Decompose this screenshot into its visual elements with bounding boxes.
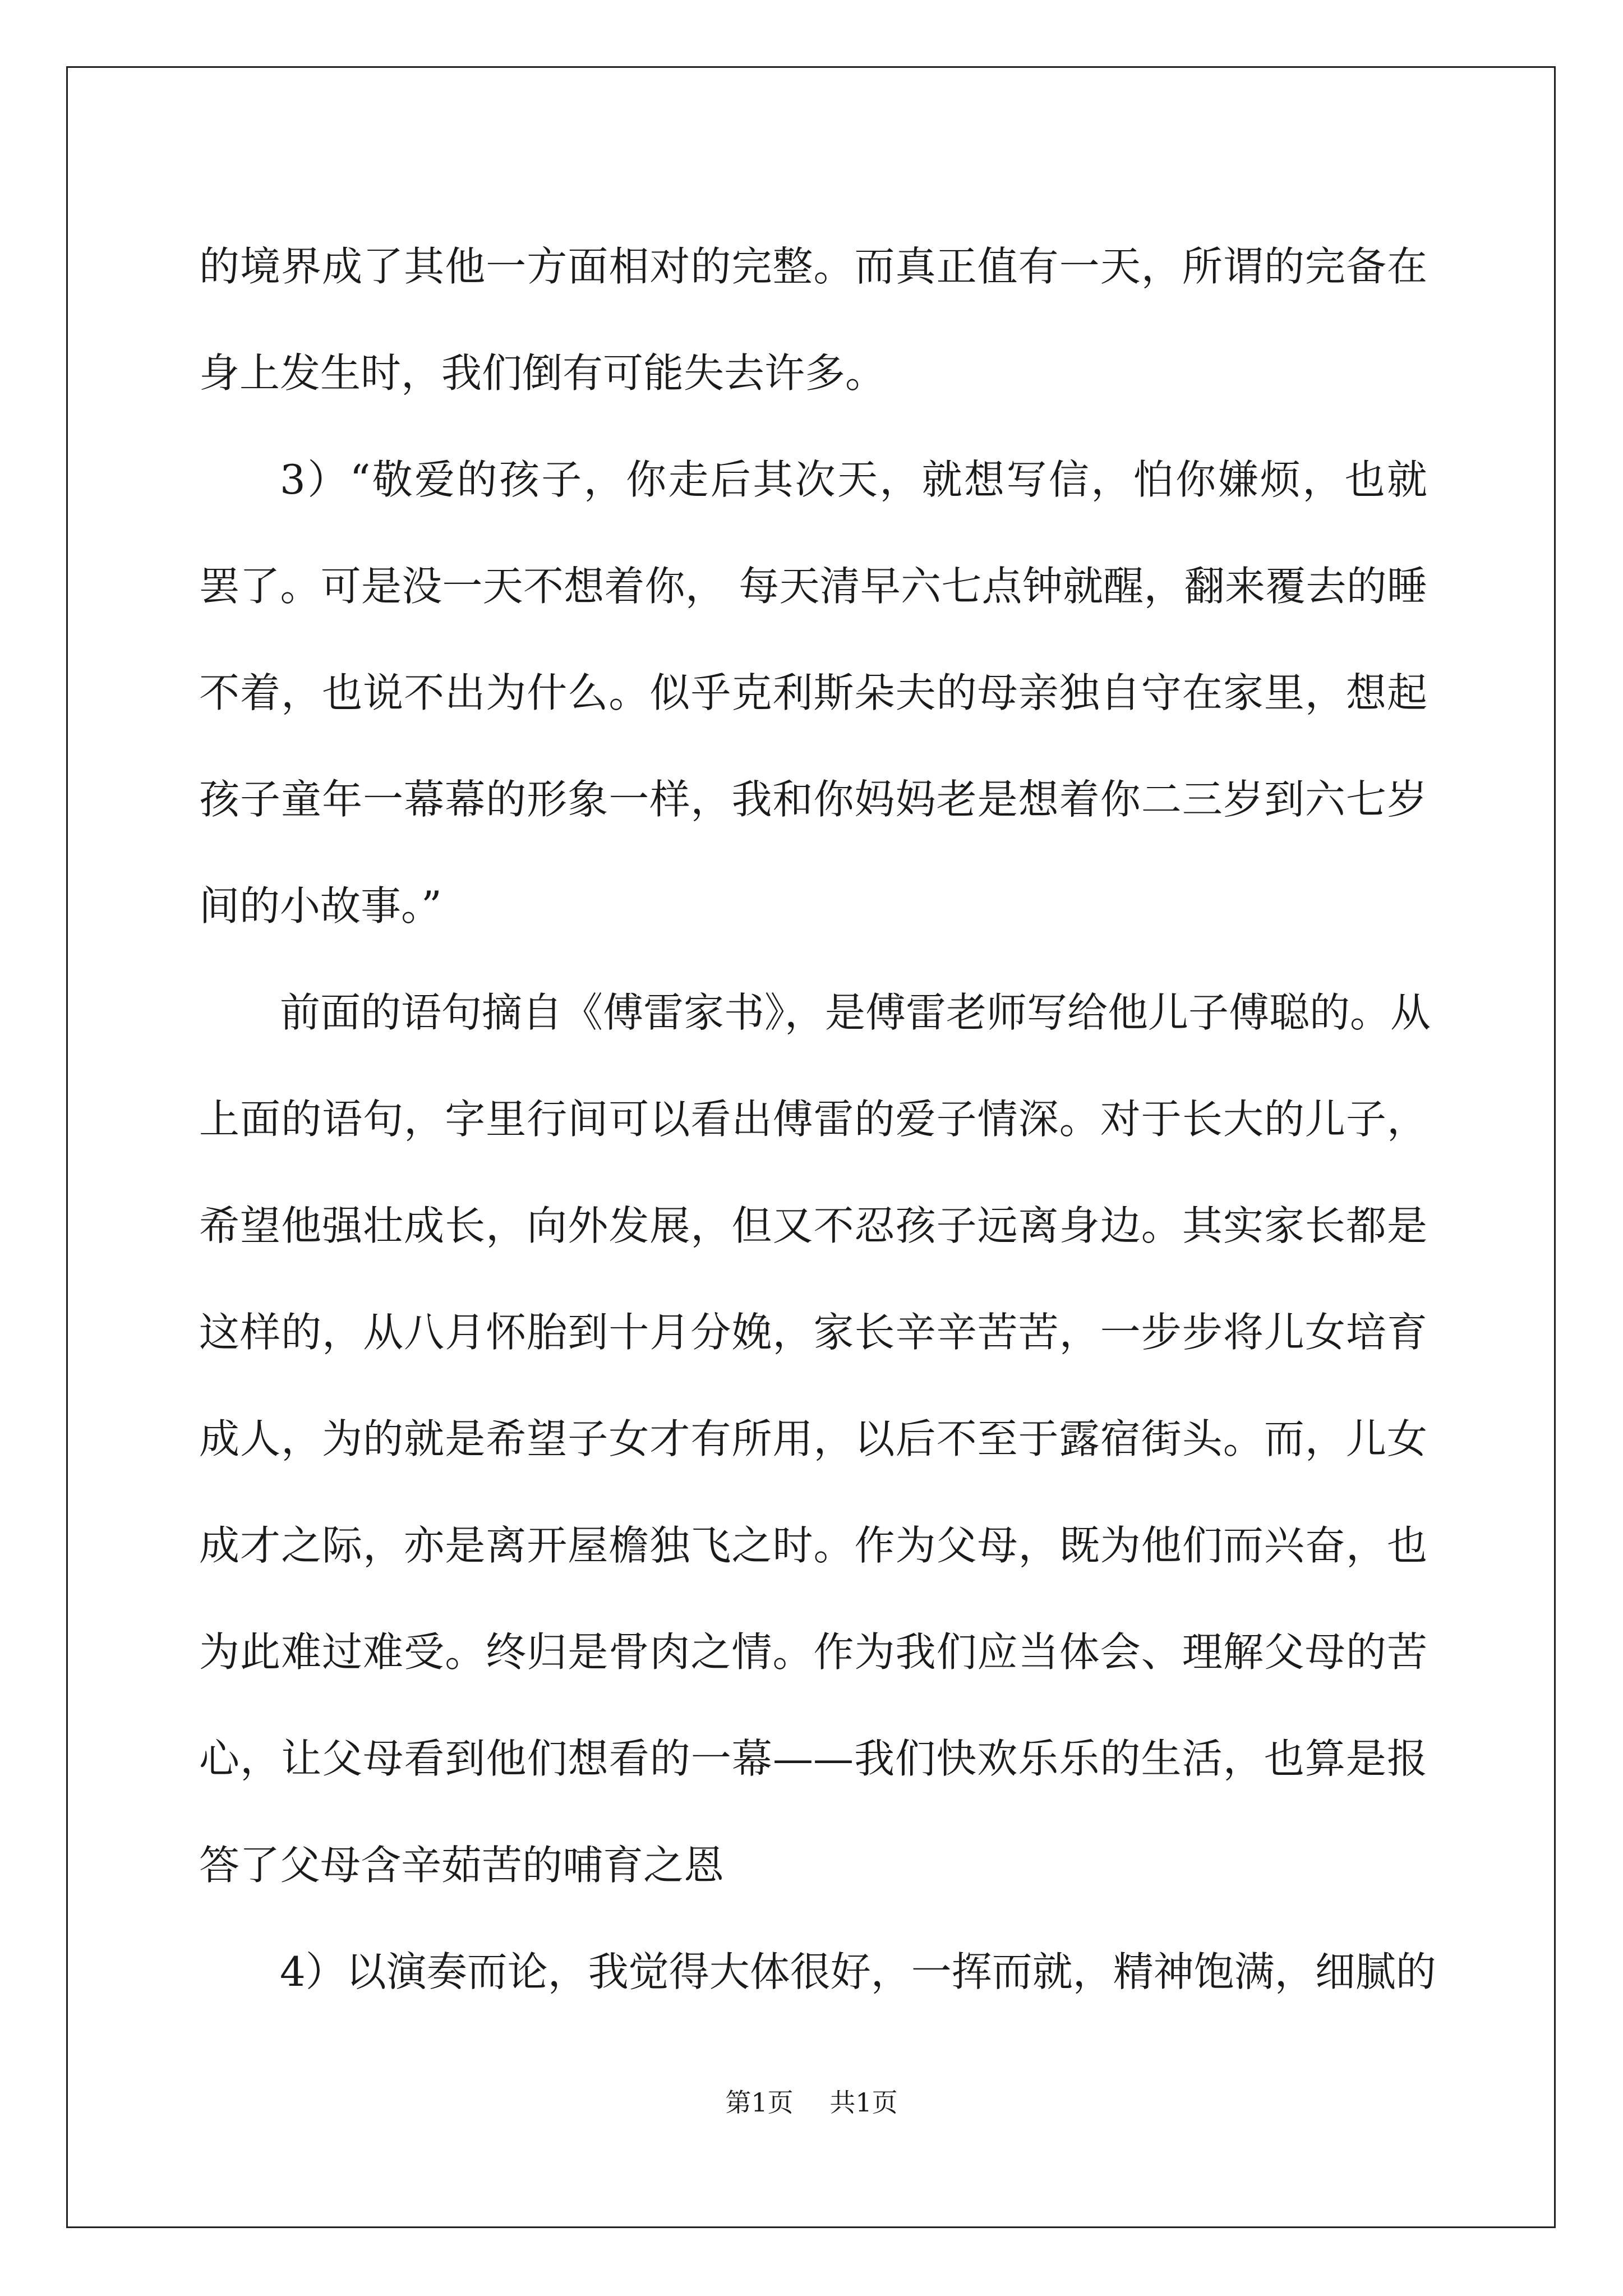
- text-line: 上面的语句，字里行间可以看出傅雷的爱子情深。对于长大的儿子，: [199, 1096, 1427, 1143]
- paragraph-start-line: 4）以演奏而论，我觉得大体很好，一挥而就，精神饱满，细腻的: [280, 1948, 1436, 1995]
- paragraph-start-line: 3）“敬爱的孩子，你走后其次天，就想写信，怕你嫌烦，也就: [280, 456, 1427, 503]
- text-line: 为此难过难受。终归是骨肉之情。作为我们应当体会、理解父母的苦: [199, 1628, 1427, 1676]
- page-total: 共1页: [829, 2087, 898, 2118]
- paragraph-start-line: 前面的语句摘自《傅雷家书》，是傅雷老师写给他儿子傅聪的。从: [280, 989, 1431, 1036]
- page-number: 第1页: [725, 2087, 794, 2118]
- text-line: 答了父母含辛茹苦的哺育之恩: [199, 1842, 725, 1889]
- text-line: 成才之际，亦是离开屋檐独飞之时。作为父母，既为他们而兴奋，也: [199, 1522, 1427, 1569]
- text-line: 希望他强壮成长，向外发展，但又不忍孩子远离身边。其实家长都是: [199, 1202, 1427, 1249]
- text-line: 成人，为的就是希望子女才有所用，以后不至于露宿街头。而，儿女: [199, 1415, 1427, 1462]
- text-line: 不着，也说不出为什么。似乎克利斯朵夫的母亲独自守在家里，想起: [199, 669, 1427, 716]
- text-line: 罢了。可是没一天不想着你， 每天清早六七点钟就醒，翻来覆去的睡: [199, 563, 1427, 610]
- text-line: 的境界成了其他一方面相对的完整。而真正值有一天，所谓的完备在: [199, 243, 1427, 290]
- document-body: [199, 213, 1436, 2025]
- text-line: 身上发生时，我们倒有可能失去许多。: [199, 349, 886, 397]
- text-line: 心，让父母看到他们想看的一幕——我们快欢乐乐的生活，也算是报: [199, 1735, 1427, 1782]
- text-line: 这样的，从八月怀胎到十月分娩，家长辛辛苦苦，一步步将儿女培育: [199, 1309, 1427, 1356]
- text-line: 孩子童年一幕幕的形象一样，我和你妈妈老是想着你二三岁到六七岁: [199, 776, 1427, 823]
- page-footer: [0, 2086, 1623, 2119]
- text-line: 间的小故事。”: [199, 882, 442, 930]
